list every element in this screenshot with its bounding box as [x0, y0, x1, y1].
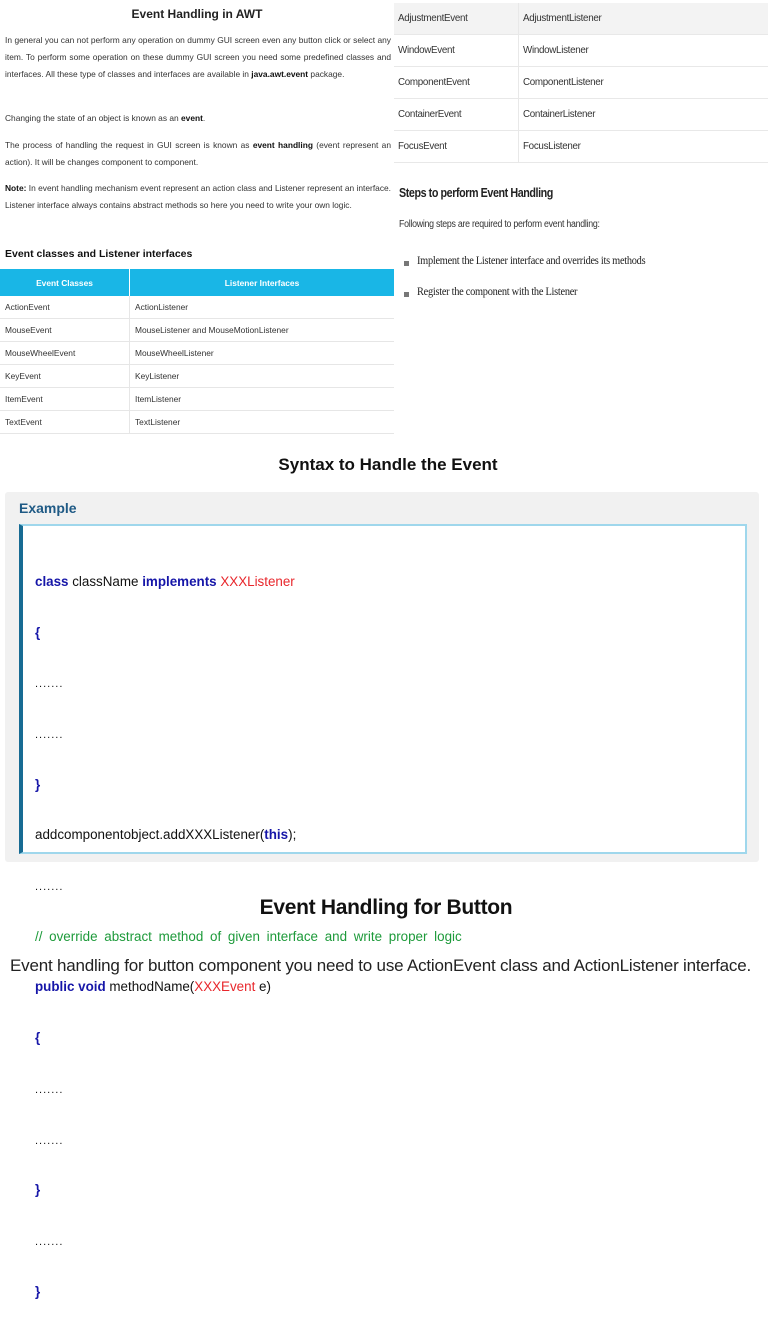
code-line: public void methodName(XXXEvent e): [35, 979, 271, 995]
event-classes-subheading: Event classes and Listener interfaces: [5, 248, 193, 260]
list-item: Register the component with the Listener: [402, 286, 671, 317]
code-line: .......: [35, 1134, 64, 1147]
table-row: MouseWheelEvent MouseWheelListener: [0, 342, 394, 365]
table-row: ComponentEvent ComponentListener: [394, 67, 768, 99]
code-line: class className implements XXXListener: [35, 573, 295, 589]
code-line: .......: [35, 1235, 64, 1248]
table-row: WindowEvent WindowListener: [394, 35, 768, 67]
code-content: [35, 540, 462, 1334]
steps-intro: Following steps are required to perform event handling:: [399, 219, 600, 230]
example-label: Example: [19, 500, 77, 516]
list-item: Implement the Listener interface and overrides its methods: [402, 255, 671, 286]
code-line: addcomponentobject.addXXXListener(this);: [35, 827, 297, 843]
event-definition: Changing the state of an object is known as an event.: [5, 113, 206, 123]
code-line: {: [35, 624, 41, 640]
steps-list: [402, 255, 671, 317]
steps-heading: Steps to perform Event Handling: [399, 186, 553, 200]
table-header-event-classes: Event Classes: [0, 269, 130, 296]
code-line: .......: [35, 1083, 64, 1096]
awt-intro-panel: [0, 0, 394, 432]
event-listener-table: [0, 269, 394, 434]
code-line: // override abstract method of given interface and write proper logic: [35, 928, 462, 944]
table-header-listener-interfaces: Listener Interfaces: [130, 269, 395, 296]
table-row: ContainerEvent ContainerListener: [394, 99, 768, 131]
square-bullet-icon: [404, 292, 409, 297]
table-row: ItemEvent ItemListener: [0, 388, 394, 411]
syntax-title: Syntax to Handle the Event: [278, 455, 498, 474]
more-listeners-table: [394, 3, 768, 163]
table-row: KeyEvent KeyListener: [0, 365, 394, 388]
code-line: }: [35, 776, 41, 792]
steps-panel: [394, 0, 768, 432]
table-row: MouseEvent MouseListener and MouseMotionListener: [0, 319, 394, 342]
code-line: }: [35, 1182, 41, 1198]
code-line: .......: [35, 678, 64, 691]
code-line: .......: [35, 881, 64, 894]
awt-title: Event Handling in AWT: [131, 7, 263, 21]
table-row: AdjustmentEvent AdjustmentListener: [394, 3, 768, 35]
button-section-paragraph: Event handling for button component you need to use ActionEvent class and ActionListener interface.: [10, 956, 751, 975]
code-line: .......: [35, 728, 64, 741]
table-row: ActionEvent ActionListener: [0, 296, 394, 319]
button-section-title: Event Handling for Button: [259, 896, 513, 919]
table-row: FocusEvent FocusListener: [394, 131, 768, 163]
square-bullet-icon: [404, 261, 409, 266]
code-line: }: [35, 1283, 41, 1299]
table-row: TextEvent TextListener: [0, 411, 394, 434]
code-line: {: [35, 1030, 41, 1046]
note-paragraph: Note: In event handling mechanism event represent an action class and Listener represent an interface. Listener interface always contains abstract methods so here you need to write your own logic.: [5, 183, 391, 210]
event-handling-definition: The process of handling the request in GUI screen is known as event handling (event represent an action). It will be changes component to component.: [5, 140, 391, 167]
intro-paragraph: In general you can not perform any operation on dummy GUI screen even any button click or select any item. To perform some operation on these dummy GUI screen you need some predefined classes and interfaces. All these type of classes and interfaces are available in java.awt.event package.: [5, 35, 391, 79]
